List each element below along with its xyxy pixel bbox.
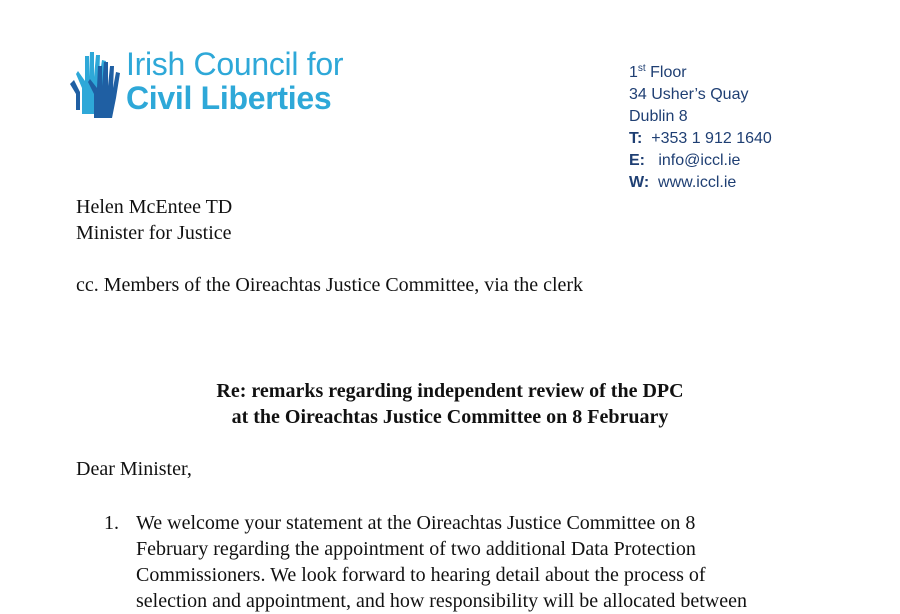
address-email [629, 150, 889, 172]
sender-address-block [629, 62, 889, 194]
phone-value: +353 1 912 1640 [651, 130, 772, 147]
logo-text-line1: Irish Council for [126, 46, 344, 82]
recipient-block [76, 194, 232, 246]
email-label: E: [629, 152, 645, 169]
paragraph-line: selection and appointment, and how responsibility will be allocated between [136, 590, 747, 612]
web-link[interactable]: www.iccl.ie [658, 174, 737, 191]
floor-ordinal: st [637, 63, 646, 74]
paragraph-line: Commissioners. We look forward to hearing detail about the process of [136, 564, 706, 586]
cc-line: cc. Members of the Oireachtas Justice Committee, via the clerk [76, 274, 584, 296]
paragraph-text [136, 510, 816, 614]
subject-heading [0, 378, 900, 430]
address-web [629, 172, 889, 194]
phone-label: T: [629, 130, 643, 147]
recipient-title: Minister for Justice [76, 222, 232, 244]
iccl-logo [68, 44, 358, 124]
paragraph-line: February regarding the appointment of two additional Data Protection [136, 538, 696, 560]
paragraph-number: 1. [104, 512, 119, 534]
web-label: W: [629, 174, 650, 191]
recipient-name: Helen McEntee TD [76, 196, 233, 218]
email-link[interactable]: info@iccl.ie [658, 152, 741, 169]
address-street: 34 Usher’s Quay [629, 86, 749, 103]
logo-text-line2: Civil Liberties [126, 80, 332, 116]
address-phone [629, 128, 889, 150]
address-floor [629, 62, 889, 84]
subject-line-2: at the Oireachtas Justice Committee on 8 February [231, 406, 669, 428]
salutation: Dear Minister, [76, 458, 192, 480]
subject-line-1: Re: remarks regarding independent review of the DPC [216, 380, 684, 402]
paragraph-line: We welcome your statement at the Oireachtas Justice Committee on 8 [136, 512, 696, 534]
address-city: Dublin 8 [629, 108, 688, 125]
floor-word: Floor [645, 64, 687, 81]
floor-number: 1 [629, 64, 638, 81]
raised-hands-icon [68, 44, 124, 120]
